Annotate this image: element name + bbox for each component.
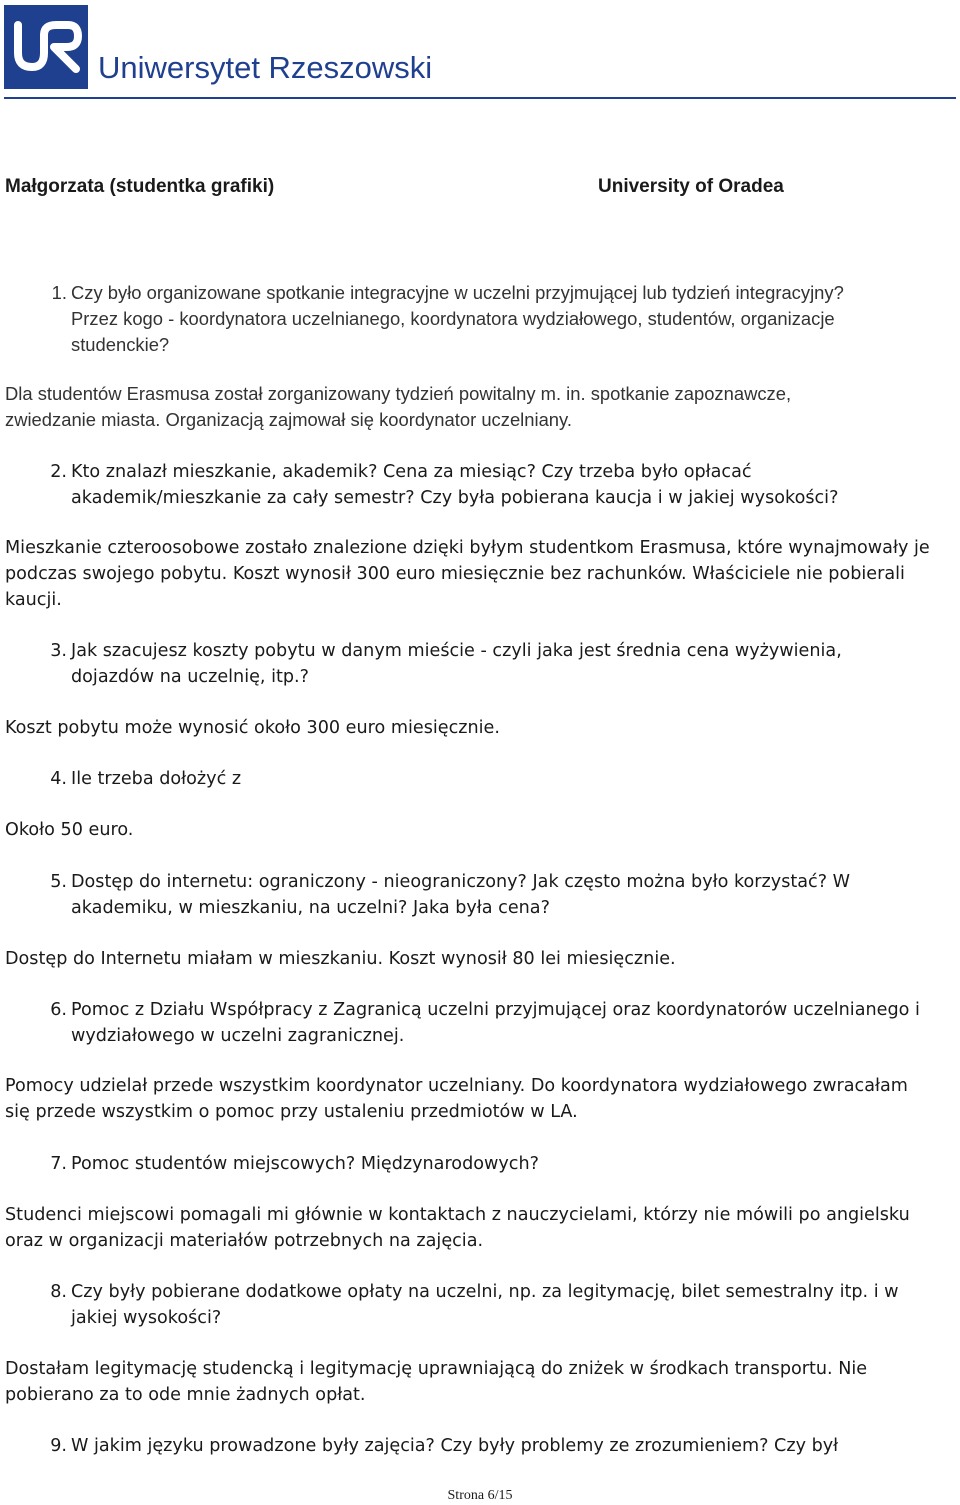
question-number: 9. xyxy=(50,1436,67,1456)
answer-line: zwiedzanie miasta. Organizacją zajmował się koordynator uczelniany. xyxy=(5,409,572,430)
answer-3 xyxy=(5,715,500,741)
question-number: 5. xyxy=(50,872,67,892)
page-header xyxy=(4,5,956,99)
question-8 xyxy=(50,1279,899,1331)
answer-line: Mieszkanie czteroosobowe zostało znalezione dzięki byłym studentkom Erasmusa, które wynajmowały je xyxy=(5,538,930,558)
question-1 xyxy=(51,280,844,358)
answer-8 xyxy=(5,1356,867,1408)
answer-1 xyxy=(5,381,791,433)
question-7 xyxy=(50,1151,539,1177)
question-line: jakiej wysokości? xyxy=(71,1308,222,1328)
question-line: studenckie? xyxy=(71,334,170,355)
answer-line: podczas swojego pobytu. Koszt wynosił 300 euro miesięcznie bez rachunków. Właściciele nie pobierali xyxy=(5,564,905,584)
question-9 xyxy=(50,1433,839,1459)
question-line: Pomoc z Działu Współpracy z Zagranicą uczelni przyjmującej oraz koordynatorów uczelnianego i xyxy=(71,1000,920,1020)
question-line: Czy były pobierane dodatkowe opłaty na uczelni, np. za legitymację, bilet semestralny itp. i w xyxy=(71,1282,899,1302)
answer-2 xyxy=(5,535,930,613)
question-line: Przez kogo - koordynatora uczelnianego, koordynatora wydziałowego, studentów, organizacje xyxy=(71,308,835,329)
question-number: 4. xyxy=(50,769,67,789)
answer-6 xyxy=(5,1073,908,1125)
question-line: Pomoc studentów miejscowych? Międzynarodowych? xyxy=(71,1154,539,1174)
question-line: Jak szacujesz koszty pobytu w danym mieście - czyli jaka jest średnia cena wyżywienia, xyxy=(71,641,842,661)
question-number: 8. xyxy=(50,1282,67,1302)
answer-line: Dla studentów Erasmusa został zorganizowany tydzień powitalny m. in. spotkanie zapoznawcze, xyxy=(5,383,792,404)
answer-line: oraz w organizacji materiałów potrzebnych na zajęcia. xyxy=(5,1231,484,1251)
question-line: Kto znalazł mieszkanie, akademik? Cena za miesiąc? Czy trzeba było opłacać xyxy=(71,462,752,482)
question-2 xyxy=(50,459,839,511)
question-number: 3. xyxy=(50,641,67,661)
question-line: wydziałowego w uczelni zagranicznej. xyxy=(71,1026,405,1046)
page-number: Strona 6/15 xyxy=(447,1488,513,1503)
answer-line: Dostęp do Internetu miałam w mieszkaniu. Koszt wynosił 80 lei miesięcznie. xyxy=(5,949,676,969)
question-line: Czy było organizowane spotkanie integracyjne w uczelni przyjmującej lub tydzień integracyjny? xyxy=(71,282,844,303)
question-number: 2. xyxy=(50,462,67,482)
host-university: University of Oradea xyxy=(598,176,784,197)
answer-5 xyxy=(5,946,676,972)
question-line: akademiku, w mieszkaniu, na uczelni? Jaka była cena? xyxy=(71,898,550,918)
answer-line: Dostałam legitymację studencką i legitymację uprawniającą do zniżek w środkach transportu. Nie xyxy=(5,1359,868,1379)
question-line: Dostęp do internetu: ograniczony - nieograniczony? Jak często można było korzystać? W xyxy=(71,872,851,892)
answer-4 xyxy=(5,817,133,843)
question-line: W jakim języku prowadzone były zajęcia? Czy były problemy ze zrozumieniem? Czy był xyxy=(71,1436,839,1456)
answer-line: pobierano za to ode mnie żadnych opłat. xyxy=(5,1385,366,1405)
question-number: 6. xyxy=(50,1000,67,1020)
question-number: 7. xyxy=(50,1154,67,1174)
question-number: 1. xyxy=(51,282,67,303)
answer-line: się przede wszystkim o pomoc przy ustaleniu przedmiotów w LA. xyxy=(5,1102,578,1122)
answer-line: Koszt pobytu może wynosić około 300 euro miesięcznie. xyxy=(5,718,500,738)
question-4 xyxy=(50,766,242,792)
student-name: Małgorzata (studentka grafiki) xyxy=(5,176,275,197)
question-line: dojazdów na uczelnię, itp.? xyxy=(71,667,309,687)
question-3 xyxy=(50,638,842,690)
question-6 xyxy=(50,997,920,1049)
answer-line: Pomocy udzielał przede wszystkim koordynator uczelniany. Do koordynatora wydziałowego zwracałam xyxy=(5,1076,908,1096)
answer-7 xyxy=(5,1202,910,1254)
university-name: Uniwersytet Rzeszowski xyxy=(98,50,433,85)
answer-line: Studenci miejscowi pomagali mi głównie w kontaktach z nauczycielami, którzy nie mówili po angielsku xyxy=(5,1205,910,1225)
ur-logo-icon xyxy=(4,5,88,89)
question-line: Ile trzeba dołożyć z xyxy=(71,769,242,789)
question-5 xyxy=(50,869,851,921)
answer-line: kaucji. xyxy=(5,590,62,610)
question-line: akademik/mieszkanie za cały semestr? Czy była pobierana kaucja i w jakiej wysokości? xyxy=(71,488,839,508)
answer-line: Około 50 euro. xyxy=(5,820,134,840)
